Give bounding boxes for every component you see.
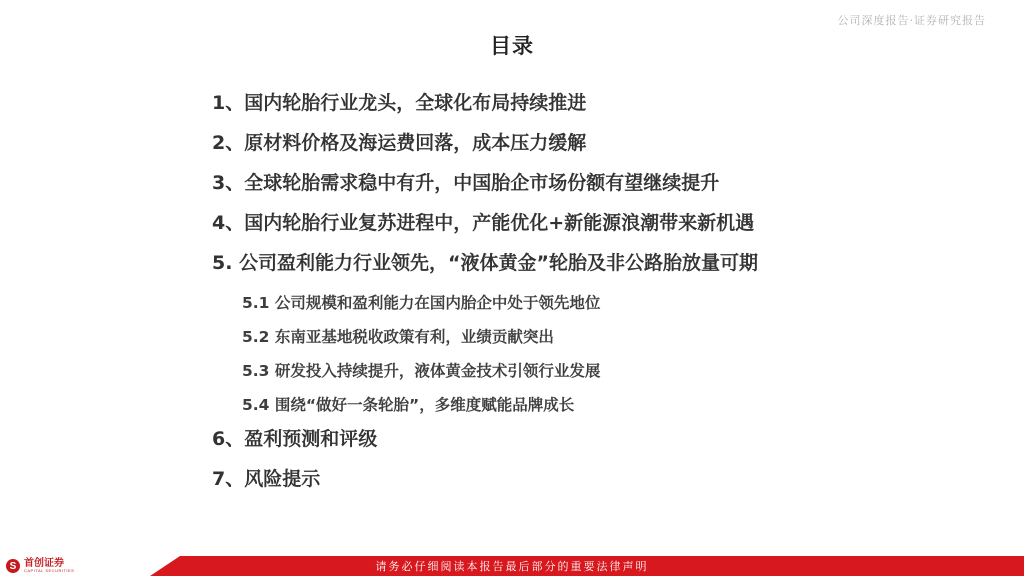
logo-name-en: CAPITAL SECURITIES [24,568,75,573]
logo-name: 首创证券 [24,558,64,569]
toc-item-1: 1、国内轮胎行业龙头，全球化布局持续推进 [212,92,587,114]
footer-bar [0,556,1024,576]
page-title: 目录 [490,34,534,58]
toc-item-6: 6、盈利预测和评级 [212,428,378,450]
toc-subitem-5-3: 5.3 研发投入持续提升，液体黄金技术引领行业发展 [242,362,601,380]
table-of-contents [212,88,972,504]
toc-subitem-5-1: 5.1 公司规模和盈利能力在国内胎企中处于领先地位 [242,294,601,312]
toc-item-4: 4、国内轮胎行业复苏进程中，产能优化+新能源浪潮带来新机遇 [212,212,755,234]
company-logo [6,559,74,573]
s-logo-icon: S [6,559,20,573]
toc-subitem-5-4: 5.4 围绕“做好一条轮胎”，多维度赋能品牌成长 [242,396,575,414]
toc-subitem-5-2: 5.2 东南亚基地税收政策有利，业绩贡献突出 [242,328,554,346]
toc-item-7: 7、风险提示 [212,468,321,490]
report-type-label: 公司深度报告·证券研究报告 [837,14,986,27]
legal-disclaimer: 请务必仔细阅读本报告最后部分的重要法律声明 [375,560,649,573]
toc-item-2: 2、原材料价格及海运费回落，成本压力缓解 [212,132,587,154]
toc-item-5: 5. 公司盈利能力行业领先，“液体黄金”轮胎及非公路胎放量可期 [212,252,759,274]
toc-item-3: 3、全球轮胎需求稳中有升，中国胎企市场份额有望继续提升 [212,172,720,194]
